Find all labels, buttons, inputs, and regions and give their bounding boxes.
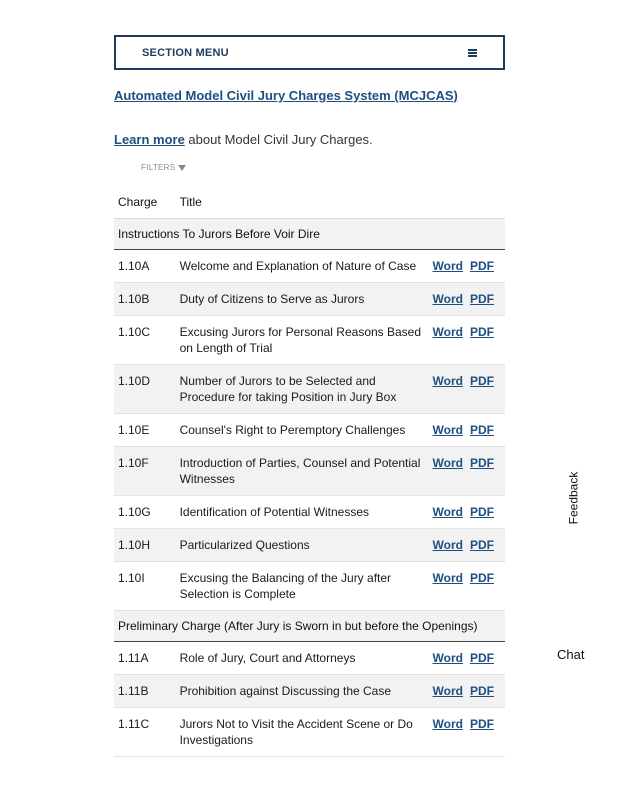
table-row	[114, 561, 505, 610]
section-menu-button[interactable]	[114, 35, 505, 70]
charge-code: 1.10G	[114, 495, 176, 528]
word-link[interactable]: Word	[432, 291, 463, 306]
table-row	[114, 707, 505, 756]
intro-rest: about Model Civil Jury Charges.	[184, 132, 373, 147]
charge-code: 1.10I	[114, 561, 176, 610]
pdf-link[interactable]: PDF	[470, 324, 494, 339]
word-link[interactable]: Word	[432, 537, 463, 552]
charge-code: 1.10F	[114, 446, 176, 495]
pdf-link[interactable]: PDF	[470, 422, 494, 437]
group-row	[114, 218, 505, 249]
pdf-link[interactable]: PDF	[470, 258, 494, 273]
group-title: Instructions To Jurors Before Voir Dire	[114, 218, 505, 249]
pdf-link[interactable]: PDF	[470, 683, 494, 698]
feedback-label: Feedback	[566, 471, 581, 525]
learn-more-link[interactable]: Learn more	[114, 132, 185, 147]
charge-code: 1.11A	[114, 641, 176, 674]
table-row	[114, 495, 505, 528]
group-row	[114, 610, 505, 641]
pdf-link[interactable]: PDF	[470, 373, 494, 388]
charge-title: Duty of Citizens to Serve as Jurors	[176, 282, 429, 315]
pdf-link[interactable]: PDF	[470, 537, 494, 552]
pdf-link[interactable]: PDF	[470, 570, 494, 585]
pdf-link[interactable]: PDF	[470, 504, 494, 519]
group-title: Preliminary Charge (After Jury is Sworn in but before the Openings)	[114, 610, 505, 641]
charge-title: Welcome and Explanation of Nature of Case	[176, 249, 429, 282]
charge-title: Number of Jurors to be Selected and Procedure for taking Position in Jury Box	[176, 364, 429, 413]
table-row	[114, 315, 505, 364]
table-row	[114, 364, 505, 413]
section-menu-label: SECTION MENU	[142, 46, 229, 59]
charge-code: 1.10A	[114, 249, 176, 282]
pdf-link[interactable]: PDF	[470, 291, 494, 306]
word-link[interactable]: Word	[432, 258, 463, 273]
word-link[interactable]: Word	[432, 422, 463, 437]
word-link[interactable]: Word	[432, 504, 463, 519]
chat-button[interactable]: Chat	[557, 647, 585, 662]
table-row	[114, 641, 505, 674]
charge-title: Introduction of Parties, Counsel and Potential Witnesses	[176, 446, 429, 495]
word-link[interactable]: Word	[432, 570, 463, 585]
charge-title: Counsel's Right to Peremptory Challenges	[176, 413, 429, 446]
column-header-charge[interactable]: Charge	[118, 194, 158, 209]
charge-title: Excusing Jurors for Personal Reasons Based on Length of Trial	[176, 315, 429, 364]
charge-title: Excusing the Balancing of the Jury after Selection is Complete	[176, 561, 429, 610]
filters-toggle[interactable]	[141, 163, 186, 172]
charge-code: 1.11B	[114, 674, 176, 707]
charge-code: 1.10C	[114, 315, 176, 364]
menu-icon	[468, 49, 477, 57]
table-row	[114, 413, 505, 446]
pdf-link[interactable]: PDF	[470, 455, 494, 470]
column-header-title[interactable]: Title	[179, 194, 202, 209]
table-header	[114, 186, 505, 218]
filters-label: FILTERS	[141, 163, 176, 172]
table-row	[114, 249, 505, 282]
charges-table	[114, 186, 505, 757]
feedback-tab[interactable]	[565, 470, 581, 526]
word-link[interactable]: Word	[432, 455, 463, 470]
word-link[interactable]: Word	[432, 650, 463, 665]
mcjcas-link[interactable]: Automated Model Civil Jury Charges System (MCJCAS)	[114, 88, 458, 103]
table-row	[114, 528, 505, 561]
charge-code: 1.10D	[114, 364, 176, 413]
charge-title: Role of Jury, Court and Attorneys	[176, 641, 429, 674]
table-row	[114, 674, 505, 707]
charges-body	[114, 218, 505, 756]
table-row	[114, 282, 505, 315]
intro-text	[114, 132, 373, 147]
word-link[interactable]: Word	[432, 373, 463, 388]
charge-title: Identification of Potential Witnesses	[176, 495, 429, 528]
charge-title: Particularized Questions	[176, 528, 429, 561]
charge-code: 1.10E	[114, 413, 176, 446]
pdf-link[interactable]: PDF	[470, 650, 494, 665]
charge-code: 1.10B	[114, 282, 176, 315]
filter-icon	[178, 165, 186, 171]
charge-code: 1.10H	[114, 528, 176, 561]
charge-code: 1.11C	[114, 707, 176, 756]
charge-title: Prohibition against Discussing the Case	[176, 674, 429, 707]
word-link[interactable]: Word	[432, 324, 463, 339]
pdf-link[interactable]: PDF	[470, 716, 494, 731]
table-row	[114, 446, 505, 495]
word-link[interactable]: Word	[432, 683, 463, 698]
charge-title: Jurors Not to Visit the Accident Scene or Do Investigations	[176, 707, 429, 756]
word-link[interactable]: Word	[432, 716, 463, 731]
